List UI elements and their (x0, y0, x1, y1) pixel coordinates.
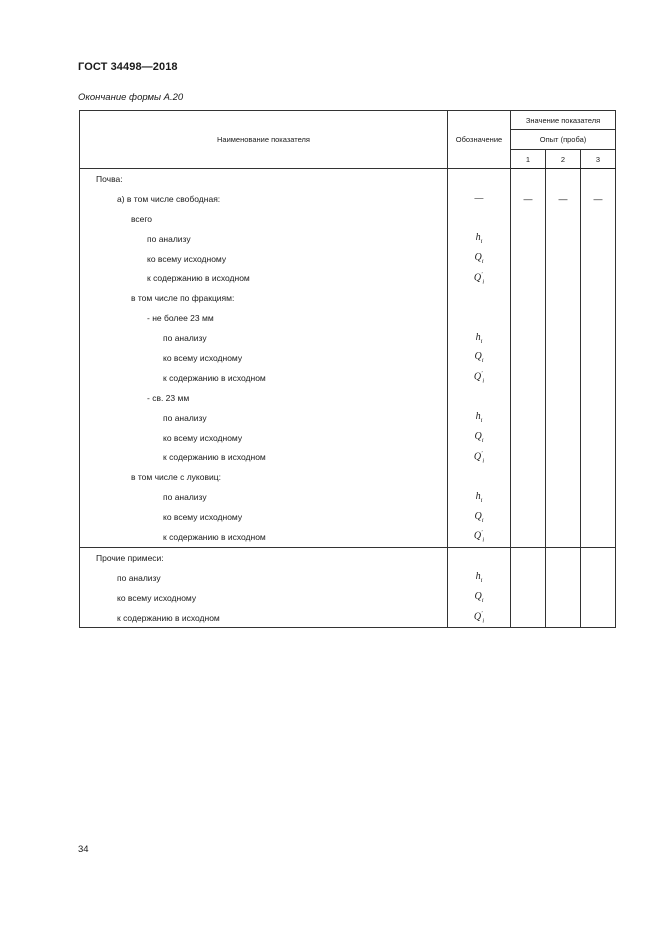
symbol-letter: Q (474, 351, 482, 363)
row-label: по анализу (80, 408, 448, 428)
header-value: Значение показателя (511, 111, 616, 130)
row-label: ко всему исходному (80, 507, 448, 527)
row-value-trial-1 (511, 408, 546, 428)
symbol-prime: ' (481, 271, 483, 278)
table-caption: Окончание формы А.20 (78, 92, 184, 103)
symbol-prime: ' (481, 371, 483, 378)
row-value-trial-1 (511, 547, 546, 567)
row-value-trial-3 (581, 608, 616, 628)
row-value-trial-3 (581, 288, 616, 308)
row-label: к содержанию в исходном (80, 268, 448, 288)
row-value-trial-1 (511, 527, 546, 547)
row-value-trial-2 (546, 388, 581, 408)
symbol-subscript: i (482, 278, 485, 286)
row-value-trial-2 (546, 229, 581, 249)
symbol-letter: Q (473, 371, 482, 383)
row-label: к содержанию в исходном (80, 527, 448, 547)
symbol-letter: Q (474, 510, 482, 522)
row-label: к содержанию в исходном (80, 447, 448, 467)
row-value-trial-2 (546, 608, 581, 628)
row-value-trial-1 (511, 229, 546, 249)
table-row (80, 189, 616, 209)
row-value-trial-1 (511, 428, 546, 448)
row-value-trial-1 (511, 268, 546, 288)
row-value-trial-3 (581, 308, 616, 328)
table-row (80, 428, 616, 448)
row-symbol (448, 328, 511, 348)
symbol-letter: Q (474, 591, 482, 603)
page-number: 34 (78, 844, 89, 855)
symbol-subscript: i (481, 516, 484, 524)
row-label: по анализу (80, 229, 448, 249)
symbol-subscript: i (480, 337, 483, 345)
row-value-trial-3 (581, 507, 616, 527)
symbol-subscript: i (482, 377, 485, 385)
row-label: Почва: (80, 169, 448, 189)
table-row (80, 547, 616, 567)
row-symbol (448, 568, 511, 588)
row-label: ко всему исходному (80, 588, 448, 608)
row-symbol (448, 268, 511, 288)
table-row (80, 568, 616, 588)
row-value-trial-2 (546, 328, 581, 348)
table-row (80, 308, 616, 328)
row-label: по анализу (80, 568, 448, 588)
header-trial: Опыт (проба) (511, 130, 616, 150)
row-symbol (448, 547, 511, 567)
row-value-trial-3 (581, 348, 616, 368)
row-label: - не более 23 мм (80, 308, 448, 328)
table-row (80, 328, 616, 348)
row-value-trial-2 (546, 308, 581, 328)
row-label: к содержанию в исходном (80, 608, 448, 628)
row-value-trial-1 (511, 388, 546, 408)
row-value-trial-1 (511, 368, 546, 388)
row-symbol (448, 487, 511, 507)
table-row (80, 209, 616, 229)
row-value-trial-2 (546, 527, 581, 547)
row-value-trial-1 (511, 467, 546, 487)
row-value-trial-1 (511, 308, 546, 328)
row-label: ко всему исходному (80, 428, 448, 448)
symbol-letter: Q (473, 530, 482, 542)
row-label: в том числе с луковиц: (80, 467, 448, 487)
row-symbol (448, 348, 511, 368)
row-value-trial-2 (546, 169, 581, 189)
row-symbol (448, 447, 511, 467)
table-row (80, 588, 616, 608)
symbol-letter: h (475, 411, 481, 423)
row-label: - св. 23 мм (80, 388, 448, 408)
row-value-trial-3 (581, 388, 616, 408)
row-label: по анализу (80, 328, 448, 348)
symbol-letter: Q (474, 252, 482, 263)
table-row (80, 368, 616, 388)
row-value-trial-3 (581, 408, 616, 428)
header-symbol: Обозначение (448, 111, 511, 169)
table-row (80, 288, 616, 308)
table-row (80, 487, 616, 507)
row-value-trial-1 (511, 507, 546, 527)
symbol-prime: ' (481, 610, 483, 617)
row-value-trial-3 (581, 568, 616, 588)
row-value-trial-3: — (581, 189, 616, 209)
table-body (80, 169, 616, 628)
row-symbol (448, 588, 511, 608)
row-symbol (448, 209, 511, 229)
row-symbol (448, 169, 511, 189)
row-symbol (448, 428, 511, 448)
symbol-subscript: i (481, 357, 484, 365)
row-label: ко всему исходному (80, 249, 448, 269)
row-value-trial-2 (546, 568, 581, 588)
row-value-trial-1 (511, 288, 546, 308)
symbol-subscript: i (481, 437, 484, 445)
table-row (80, 608, 616, 628)
table-row (80, 447, 616, 467)
row-value-trial-3 (581, 467, 616, 487)
row-value-trial-2 (546, 368, 581, 388)
row-symbol (448, 229, 511, 249)
row-value-trial-2 (546, 288, 581, 308)
row-symbol (448, 189, 511, 209)
symbol-letter: Q (474, 431, 482, 443)
row-symbol (448, 388, 511, 408)
table-row (80, 249, 616, 269)
row-value-trial-3 (581, 447, 616, 467)
row-value-trial-2 (546, 447, 581, 467)
symbol-letter: — (474, 193, 484, 205)
symbol-letter: h (475, 490, 481, 502)
row-value-trial-1 (511, 568, 546, 588)
row-value-trial-1 (511, 209, 546, 229)
row-label: по анализу (80, 487, 448, 507)
row-value-trial-2 (546, 487, 581, 507)
table-row (80, 408, 616, 428)
row-value-trial-3 (581, 328, 616, 348)
row-symbol (448, 527, 511, 547)
row-value-trial-1 (511, 588, 546, 608)
symbol-letter: Q (473, 272, 482, 284)
symbol-letter: Q (473, 611, 482, 623)
symbol-letter: h (475, 331, 481, 343)
row-value-trial-3 (581, 588, 616, 608)
table-row (80, 507, 616, 527)
table-row (80, 229, 616, 249)
row-symbol (448, 288, 511, 308)
row-value-trial-3 (581, 368, 616, 388)
row-value-trial-2 (546, 408, 581, 428)
row-value-trial-3 (581, 428, 616, 448)
row-value-trial-1 (511, 487, 546, 507)
table-row (80, 169, 616, 189)
table-row (80, 268, 616, 288)
row-symbol (448, 467, 511, 487)
row-value-trial-2 (546, 588, 581, 608)
row-value-trial-3 (581, 268, 616, 288)
row-symbol (448, 408, 511, 428)
row-value-trial-1 (511, 447, 546, 467)
row-value-trial-2 (546, 467, 581, 487)
header-trial-1: 1 (511, 150, 546, 169)
document-header-title: ГОСТ 34498—2018 (78, 61, 178, 73)
row-label: Прочие примеси: (80, 547, 448, 567)
symbol-subscript: i (480, 417, 483, 425)
row-value-trial-3 (581, 249, 616, 269)
row-symbol (448, 308, 511, 328)
row-value-trial-2 (546, 209, 581, 229)
symbol-subscript: i (480, 577, 483, 585)
row-value-trial-3 (581, 527, 616, 547)
row-value-trial-1: — (511, 189, 546, 209)
row-value-trial-2: — (546, 189, 581, 209)
row-value-trial-2 (546, 547, 581, 567)
row-symbol (448, 507, 511, 527)
header-trial-2: 2 (546, 150, 581, 169)
row-value-trial-1 (511, 348, 546, 368)
row-symbol (448, 368, 511, 388)
row-value-trial-3 (581, 547, 616, 567)
row-symbol (448, 249, 511, 269)
table-row (80, 527, 616, 547)
symbol-prime: ' (481, 530, 483, 537)
symbol-letter: Q (473, 451, 482, 463)
row-value-trial-2 (546, 348, 581, 368)
header-name: Наименование показателя (80, 111, 448, 169)
row-value-trial-1 (511, 249, 546, 269)
row-label: ко всему исходному (80, 348, 448, 368)
symbol-subscript: i (481, 597, 484, 605)
symbol-subscript: i (482, 617, 485, 625)
row-label: а) в том числе свободная: (80, 189, 448, 209)
row-value-trial-2 (546, 268, 581, 288)
table-row (80, 467, 616, 487)
symbol-subscript: i (481, 258, 484, 265)
row-value-trial-2 (546, 249, 581, 269)
row-label: к содержанию в исходном (80, 368, 448, 388)
table-row (80, 388, 616, 408)
symbol-subscript: i (480, 496, 483, 504)
row-value-trial-2 (546, 507, 581, 527)
header-trial-3: 3 (581, 150, 616, 169)
row-value-trial-3 (581, 209, 616, 229)
row-symbol (448, 608, 511, 628)
symbol-letter: h (475, 571, 481, 583)
table-row (80, 348, 616, 368)
symbol-subscript: i (480, 238, 483, 246)
row-value-trial-1 (511, 169, 546, 189)
symbol-subscript: i (482, 457, 485, 465)
symbol-prime: ' (481, 450, 483, 457)
symbol-letter: h (475, 232, 481, 244)
row-value-trial-3 (581, 169, 616, 189)
row-value-trial-2 (546, 428, 581, 448)
row-value-trial-1 (511, 608, 546, 628)
row-value-trial-3 (581, 229, 616, 249)
row-value-trial-1 (511, 328, 546, 348)
row-value-trial-3 (581, 487, 616, 507)
row-label: в том числе по фракциям: (80, 288, 448, 308)
row-label: всего (80, 209, 448, 229)
form-table (79, 110, 616, 628)
symbol-subscript: i (482, 536, 485, 544)
